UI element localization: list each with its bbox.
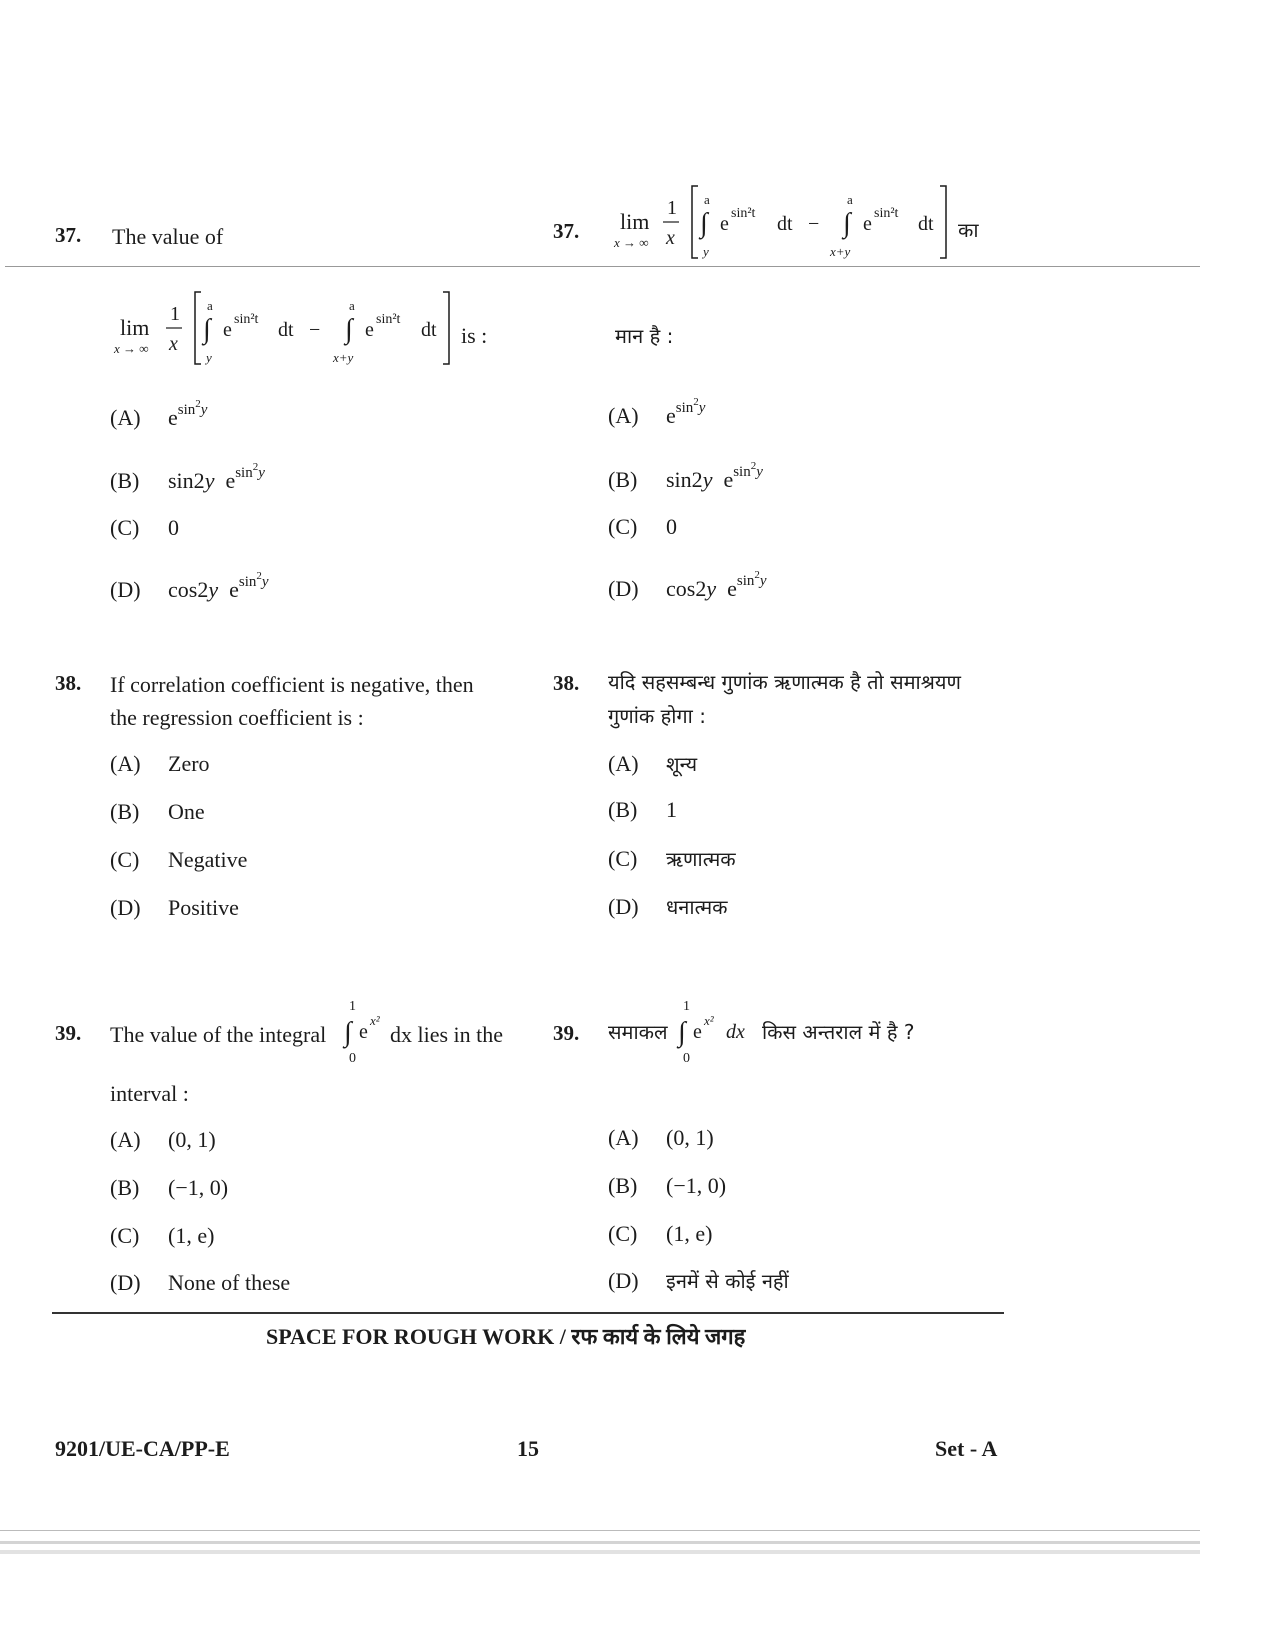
option-label: (D) (608, 576, 639, 601)
integral-sign: ∫ (344, 1017, 352, 1048)
q39-option-b-en (110, 1175, 228, 1201)
q37-suffix-en: is : (461, 323, 488, 348)
option-value: Zero (168, 751, 210, 776)
integrand-exp-1: sin²t (234, 312, 259, 327)
integral-sign-1: ∫ (203, 314, 211, 345)
integrand-base-2: e (863, 213, 872, 235)
paper-code: 9201/UE-CA/PP-E (55, 1436, 230, 1461)
option-label: (A) (608, 751, 639, 776)
option-label: (C) (608, 846, 638, 871)
lim-text: lim (120, 315, 150, 340)
q37-text-en: The value of (112, 224, 224, 249)
option-value: 1 (666, 797, 677, 822)
upper-limit-2: a (349, 298, 355, 313)
option-label: (D) (110, 1270, 141, 1295)
option-label: (B) (110, 799, 140, 824)
option-value: (0, 1) (666, 1125, 714, 1150)
integrand-base-2: e (365, 319, 374, 341)
integral-sign: ∫ (678, 1017, 686, 1048)
upper-limit-1: a (207, 298, 213, 313)
q37-suffix-hi: का (958, 218, 979, 242)
frac-denominator: x (666, 227, 675, 249)
q38-line1-hi: यदि सहसम्बन्ध गुणांक ऋणात्मक है तो समाश्रयण (608, 670, 961, 694)
set-label: Set - A (935, 1436, 998, 1461)
integral-upper: 1 (683, 999, 690, 1014)
option-label: (C) (110, 847, 140, 872)
option-label: (A) (608, 1125, 639, 1150)
minus-sign: − (309, 319, 321, 341)
option-value: शून्य (666, 752, 698, 776)
q38-line2-en: the regression coefficient is : (110, 705, 364, 730)
q38-line2-hi: गुणांक होगा : (608, 704, 706, 728)
option-label: (B) (110, 1175, 140, 1200)
option-label: (B) (608, 797, 638, 822)
option-value: Negative (168, 847, 248, 872)
q39-integral-hi (676, 994, 756, 1066)
q37-option-d-hi (608, 569, 767, 602)
integrand-exp: x² (370, 1013, 380, 1028)
dt-2: dt (421, 319, 437, 341)
option-label: (A) (110, 751, 141, 776)
q37-option-b-en (110, 461, 265, 494)
option-label: (A) (608, 403, 639, 428)
q37-option-d-en (110, 570, 269, 603)
q38-option-c-en (110, 847, 247, 873)
option-value: (0, 1) (168, 1127, 216, 1152)
header-rule (5, 266, 1200, 267)
dt-1: dt (777, 213, 793, 235)
q38-option-b-hi (608, 797, 677, 823)
q39-number-hi: 39. (553, 1021, 580, 1045)
integrand-base-1: e (223, 319, 232, 341)
option-value: cos2y $e^{sin^2y}$ (666, 569, 767, 601)
q38-option-a-en (110, 751, 210, 777)
integral-upper: 1 (349, 999, 356, 1014)
option-label: (B) (608, 1173, 638, 1198)
option-value: धनात्मक (666, 895, 728, 919)
option-value: (1, e) (666, 1221, 713, 1246)
upper-limit-1: a (704, 192, 710, 207)
q39-line2-en: interval : (110, 1081, 189, 1106)
q37-number-hi: 37. (553, 219, 580, 243)
option-value: cos2y $e^{sin^2y}$ (168, 570, 269, 602)
integrand-exp: x² (704, 1013, 714, 1028)
scan-line-3 (0, 1550, 1200, 1554)
q39-option-d-en (110, 1270, 290, 1296)
q38-option-d-en (110, 895, 239, 921)
integral-lower: 0 (683, 1051, 690, 1066)
q37-option-b-hi (608, 460, 763, 493)
lower-limit-1: y (703, 244, 709, 259)
option-value: sin2y $e^{sin^2y}$ (666, 460, 763, 492)
integral-sign-1: ∫ (700, 208, 708, 239)
q38-line1-en: If correlation coefficient is negative, then (110, 672, 474, 697)
q39-option-a-hi (608, 1125, 714, 1151)
option-value: 0 (168, 515, 179, 540)
lim-text: lim (620, 209, 650, 234)
option-label: (A) (110, 1127, 141, 1152)
dt-1: dt (278, 319, 294, 341)
option-value: 0 (666, 514, 677, 539)
integrand-exp-1: sin²t (731, 206, 756, 221)
option-label: (C) (608, 1221, 638, 1246)
q37-number-en: 37. (55, 223, 82, 247)
lower-limit-2: x+y (830, 244, 851, 259)
page-number: 15 (517, 1436, 539, 1461)
option-value: sin2y $e^{sin^2y}$ (168, 461, 265, 493)
option-label: (D) (608, 894, 639, 919)
q39-option-d-hi (608, 1267, 789, 1294)
lim-subscript: x → ∞ (114, 341, 149, 356)
option-value: ऋणात्मक (666, 847, 736, 871)
integral-sign-2: ∫ (843, 208, 851, 239)
lim-subscript: x → ∞ (614, 235, 649, 250)
option-label: (A) (110, 405, 141, 430)
lower-limit-2: x+y (333, 350, 354, 365)
left-bracket (195, 292, 201, 364)
right-bracket (443, 292, 449, 364)
option-label: (B) (110, 468, 140, 493)
option-value: (1, e) (168, 1223, 215, 1248)
option-value: इनमें से कोई नहीं (666, 1269, 789, 1293)
scan-line-2 (0, 1541, 1200, 1544)
frac-denominator: x (169, 333, 178, 355)
option-value: (−1, 0) (666, 1173, 727, 1198)
q39-integral-en (342, 994, 390, 1066)
integrand-exp-2: sin²t (376, 312, 401, 327)
integrand-base: e (693, 1021, 702, 1043)
option-value: One (168, 799, 205, 824)
option-label: (D) (110, 895, 141, 920)
option-value: None of these (168, 1270, 291, 1295)
minus-sign: − (808, 213, 820, 235)
q38-option-c-hi (608, 845, 736, 872)
option-value: $e^{sin^2y}$ (168, 398, 208, 430)
option-label: (C) (110, 515, 140, 540)
rough-work-divider (52, 1312, 1004, 1314)
integrand-base-1: e (720, 213, 729, 235)
option-value: (−1, 0) (168, 1175, 229, 1200)
lower-limit-1: y (206, 350, 212, 365)
q37-option-a-en (110, 398, 208, 431)
frac-numerator: 1 (667, 197, 677, 219)
option-value: Positive (168, 895, 239, 920)
right-bracket (940, 186, 946, 258)
q39-option-c-en (110, 1223, 214, 1249)
q37-option-c-hi (608, 514, 677, 540)
q39-option-c-hi (608, 1221, 712, 1247)
option-label: (C) (608, 514, 638, 539)
q39-pre-hi: समाकल (608, 1020, 668, 1044)
q37-option-a-hi (608, 396, 706, 429)
dx-text: dx (726, 1021, 745, 1043)
scan-line-1 (0, 1530, 1200, 1531)
integral-lower: 0 (349, 1051, 356, 1066)
q38-option-d-hi (608, 893, 728, 920)
dt-2: dt (918, 213, 934, 235)
q37-text-hi: मान है : (615, 324, 674, 348)
option-label: (B) (608, 467, 638, 492)
q39-post-hi: किस अन्तराल में है ? (762, 1020, 915, 1044)
q38-option-b-en (110, 799, 205, 825)
q38-number-hi: 38. (553, 671, 580, 695)
q39-post-en: dx lies in the (390, 1022, 504, 1047)
q38-option-a-hi (608, 750, 697, 777)
q39-number-en: 39. (55, 1021, 82, 1045)
left-bracket (692, 186, 698, 258)
option-value: $e^{sin^2y}$ (666, 396, 706, 428)
option-label: (C) (110, 1223, 140, 1248)
integrand-base: e (359, 1021, 368, 1043)
upper-limit-2: a (847, 192, 853, 207)
option-label: (D) (110, 577, 141, 602)
q38-number-en: 38. (55, 671, 82, 695)
integrand-exp-2: sin²t (874, 206, 899, 221)
q39-pre-en: The value of the integral (110, 1022, 327, 1047)
q39-option-a-en (110, 1127, 216, 1153)
option-label: (D) (608, 1268, 639, 1293)
q37-option-c-en (110, 515, 179, 541)
rough-work-label: SPACE FOR ROUGH WORK / रफ कार्य के लिये जगह (266, 1324, 746, 1349)
q37-limit-expression-en (112, 288, 462, 370)
frac-numerator: 1 (170, 303, 180, 325)
integral-sign-2: ∫ (345, 314, 353, 345)
q39-option-b-hi (608, 1173, 726, 1199)
